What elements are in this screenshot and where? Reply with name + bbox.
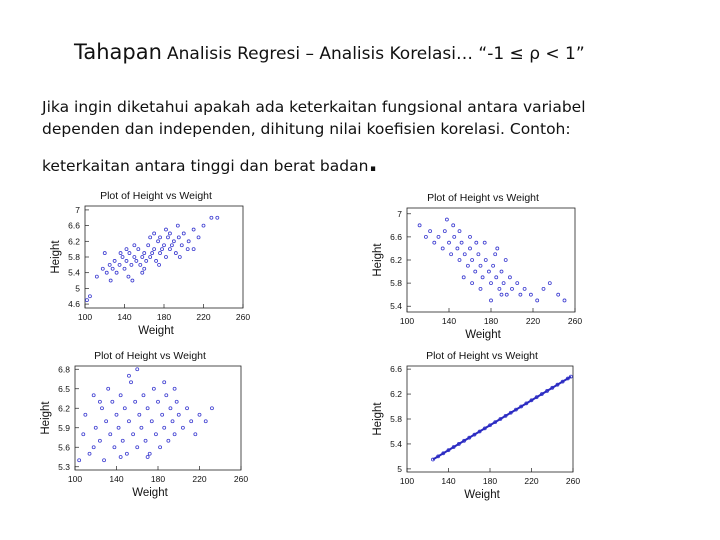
data-point <box>210 216 213 219</box>
plot-positive-correlation-svg <box>40 186 255 340</box>
y-tick-label: 6.2 <box>58 403 70 414</box>
x-axis-label: Weight <box>464 489 500 501</box>
data-point <box>462 276 465 279</box>
y-axis-label: Height <box>372 402 384 436</box>
data-point <box>481 276 484 279</box>
y-tick-label: 5.4 <box>68 267 80 278</box>
data-point <box>109 279 112 282</box>
y-tick-label: 6.6 <box>390 231 402 242</box>
x-tick-label: 220 <box>192 474 207 484</box>
data-point <box>171 420 174 423</box>
data-point <box>140 426 143 429</box>
data-point <box>477 253 480 256</box>
plot-frame <box>407 208 575 312</box>
y-tick-label: 5.3 <box>58 461 70 472</box>
x-tick-label: 220 <box>196 312 211 322</box>
y-tick-label: 4.6 <box>68 299 80 310</box>
data-point <box>130 381 133 384</box>
data-point <box>146 456 149 459</box>
data-point <box>133 244 136 247</box>
x-tick-label: 140 <box>109 474 124 484</box>
data-point <box>475 241 478 244</box>
plot-perfect-correlation <box>370 344 585 506</box>
data-point <box>163 244 166 247</box>
data-point <box>163 426 166 429</box>
data-point <box>159 252 162 255</box>
title-first-word: Tahapan <box>74 40 162 64</box>
y-tick-label: 5 <box>75 283 80 294</box>
data-point <box>119 394 122 397</box>
x-axis-label: Weight <box>465 329 501 341</box>
data-point <box>143 267 146 270</box>
data-point <box>186 407 189 410</box>
data-point <box>153 232 156 235</box>
data-point <box>500 270 503 273</box>
data-point <box>143 252 146 255</box>
data-point <box>127 420 130 423</box>
y-tick-label: 5.8 <box>390 278 402 289</box>
x-tick-label: 140 <box>117 312 132 322</box>
plot-title: Plot of Height vs Weight <box>94 350 206 362</box>
data-point <box>125 452 128 455</box>
data-point <box>138 413 141 416</box>
data-point <box>523 287 526 290</box>
data-point <box>490 299 493 302</box>
y-axis-label: Height <box>40 401 52 435</box>
y-tick-label: 7 <box>397 208 402 219</box>
paragraph-line-3 <box>42 149 682 177</box>
x-tick-label: 100 <box>399 316 415 326</box>
data-point <box>100 407 103 410</box>
y-tick-label: 5.8 <box>68 252 80 262</box>
plot-no-correlation <box>38 344 253 504</box>
data-point <box>157 240 160 243</box>
data-point <box>141 256 144 259</box>
data-point <box>157 400 160 403</box>
data-point <box>136 446 139 449</box>
x-tick-label: 260 <box>235 312 251 322</box>
plot-no-correlation-svg <box>38 344 253 504</box>
plot-negative-correlation-svg <box>372 188 587 341</box>
paragraph-line-3-text: keterkaitan antara tinggi dan berat badan <box>42 157 369 175</box>
paragraph-line-2: dependen dan independen, dihitung nilai koefisien korelasi. Contoh: <box>42 120 571 138</box>
data-point <box>198 413 201 416</box>
data-point <box>88 295 91 298</box>
data-point <box>123 407 126 410</box>
data-point <box>141 271 144 274</box>
data-point <box>498 287 501 290</box>
data-point <box>135 259 138 262</box>
data-point <box>153 248 156 251</box>
data-point <box>178 256 181 259</box>
data-point <box>563 299 566 302</box>
plot-frame <box>407 366 573 472</box>
data-point <box>103 252 106 255</box>
data-point <box>161 413 164 416</box>
y-tick-label: 5.4 <box>390 438 402 449</box>
data-point <box>542 287 545 290</box>
data-point <box>150 420 153 423</box>
data-point <box>484 259 487 262</box>
data-point <box>441 247 444 250</box>
data-point <box>121 256 124 259</box>
data-point <box>433 241 436 244</box>
data-point <box>82 433 85 436</box>
data-point <box>169 407 172 410</box>
data-point <box>125 259 128 262</box>
y-tick-label: 7 <box>75 204 80 215</box>
data-point <box>105 420 108 423</box>
plot-frame <box>85 206 243 308</box>
data-point <box>460 241 463 244</box>
data-point <box>78 459 81 462</box>
x-axis-label: Weight <box>132 487 168 499</box>
data-point <box>445 218 448 221</box>
data-point <box>152 387 155 390</box>
data-point <box>131 279 134 282</box>
data-point <box>176 224 179 227</box>
plot-negative-correlation <box>372 188 587 341</box>
y-tick-label: 6.6 <box>390 364 402 375</box>
data-point <box>167 439 170 442</box>
data-point <box>159 446 162 449</box>
data-point <box>494 253 497 256</box>
y-tick-label: 5.8 <box>390 414 402 424</box>
data-point <box>177 236 180 239</box>
data-point <box>204 420 207 423</box>
data-point <box>164 256 167 259</box>
data-point <box>174 252 177 255</box>
data-point <box>471 259 474 262</box>
data-point <box>458 230 461 233</box>
data-point <box>557 293 560 296</box>
data-point <box>168 232 171 235</box>
data-point <box>474 270 477 273</box>
x-tick-label: 100 <box>77 312 93 322</box>
data-point <box>453 235 456 238</box>
data-point <box>98 439 101 442</box>
data-point <box>466 264 469 267</box>
data-point <box>424 235 427 238</box>
y-tick-label: 5.4 <box>390 301 402 312</box>
data-point <box>109 433 112 436</box>
y-tick-label: 6.8 <box>58 364 70 375</box>
data-point <box>192 228 195 231</box>
data-point <box>147 244 150 247</box>
data-point <box>516 282 519 285</box>
x-tick-label: 140 <box>441 316 457 326</box>
x-tick-label: 260 <box>567 316 583 326</box>
data-point <box>132 433 135 436</box>
data-point <box>469 247 472 250</box>
x-tick-label: 260 <box>233 474 249 484</box>
data-point <box>149 256 152 259</box>
data-point <box>458 259 461 262</box>
data-point <box>500 293 503 296</box>
data-point <box>128 252 131 255</box>
x-tick-label: 180 <box>150 474 166 484</box>
data-point <box>139 263 142 266</box>
x-tick-label: 220 <box>525 316 541 326</box>
data-point <box>101 267 104 270</box>
data-point <box>175 400 178 403</box>
data-point <box>186 248 189 251</box>
data-point <box>487 270 490 273</box>
data-point <box>172 240 175 243</box>
data-point <box>190 420 193 423</box>
data-point <box>142 394 145 397</box>
data-point <box>216 216 219 219</box>
data-point <box>130 263 133 266</box>
data-point <box>511 287 514 290</box>
data-point <box>456 247 459 250</box>
y-tick-label: 6.2 <box>390 389 402 400</box>
data-point <box>159 236 162 239</box>
data-point <box>154 433 157 436</box>
data-point <box>118 263 121 266</box>
x-axis-label: Weight <box>138 325 174 337</box>
data-point <box>492 264 495 267</box>
x-tick-label: 100 <box>67 474 83 484</box>
data-point <box>136 368 139 371</box>
data-point <box>182 232 185 235</box>
data-point <box>149 236 152 239</box>
data-point <box>519 293 522 296</box>
data-point <box>144 439 147 442</box>
y-tick-label: 6.5 <box>58 383 70 394</box>
data-point <box>88 452 91 455</box>
data-point <box>496 247 499 250</box>
data-point <box>177 413 180 416</box>
data-point <box>137 248 140 251</box>
plot-title: Plot of Height vs Weight <box>100 190 212 202</box>
data-point <box>95 275 98 278</box>
y-tick-label: 6.6 <box>68 220 80 231</box>
x-tick-label: 140 <box>441 476 456 486</box>
data-point <box>166 236 169 239</box>
data-point <box>443 230 446 233</box>
data-point <box>168 248 171 251</box>
data-point <box>119 456 122 459</box>
data-point <box>471 282 474 285</box>
data-point <box>495 276 498 279</box>
x-tick-label: 100 <box>399 476 415 486</box>
data-point <box>210 407 213 410</box>
data-point <box>418 224 421 227</box>
data-point <box>158 263 161 266</box>
data-point <box>113 446 116 449</box>
plot-frame <box>75 366 241 470</box>
plot-perfect-correlation-svg <box>370 344 585 506</box>
data-point <box>508 276 511 279</box>
data-point <box>92 394 95 397</box>
fit-line <box>433 377 571 460</box>
data-point <box>202 224 205 227</box>
data-point <box>448 241 451 244</box>
data-point <box>170 244 173 247</box>
data-point <box>536 299 539 302</box>
data-point <box>151 252 154 255</box>
data-point <box>469 235 472 238</box>
data-point <box>115 413 118 416</box>
data-point <box>490 282 493 285</box>
data-point <box>92 446 95 449</box>
data-point <box>180 244 183 247</box>
paragraph-line-1: Jika ingin diketahui apakah ada keterkaitan fungsional antara variabel <box>42 98 586 116</box>
data-point <box>502 282 505 285</box>
y-axis-label: Height <box>50 240 62 274</box>
data-point <box>105 271 108 274</box>
plot-title: Plot of Height vs Weight <box>427 192 539 204</box>
data-point <box>529 293 532 296</box>
data-point <box>437 235 440 238</box>
slide-title <box>74 40 585 64</box>
data-point <box>483 241 486 244</box>
y-tick-label: 5.6 <box>58 442 70 453</box>
data-point <box>125 248 128 251</box>
title-rest: Analisis Regresi – Analisis Korelasi… “-1 ≤ ρ < 1” <box>167 44 585 64</box>
data-point <box>429 230 432 233</box>
data-point <box>113 259 116 262</box>
data-point <box>117 426 120 429</box>
data-point <box>148 452 151 455</box>
plot-title: Plot of Height vs Weight <box>426 350 538 362</box>
data-point <box>115 271 118 274</box>
data-point <box>450 253 453 256</box>
x-tick-label: 180 <box>482 476 498 486</box>
paragraph-line-3-period: . <box>368 149 378 177</box>
y-tick-label: 5.9 <box>58 422 70 433</box>
data-point <box>98 400 101 403</box>
data-point <box>164 228 167 231</box>
data-point <box>145 259 148 262</box>
data-point <box>146 407 149 410</box>
data-point <box>165 394 168 397</box>
data-point <box>108 263 111 266</box>
data-point <box>173 387 176 390</box>
data-point <box>181 426 184 429</box>
data-point <box>194 433 197 436</box>
data-point <box>84 413 87 416</box>
data-point <box>103 459 106 462</box>
data-point <box>107 387 110 390</box>
data-point <box>127 275 130 278</box>
data-point <box>134 400 137 403</box>
data-point <box>192 248 195 251</box>
data-point <box>504 259 507 262</box>
y-tick-label: 6.2 <box>68 236 80 247</box>
data-point <box>505 293 508 296</box>
x-tick-label: 220 <box>524 476 539 486</box>
x-tick-label: 180 <box>483 316 499 326</box>
data-point <box>452 224 455 227</box>
data-point <box>133 256 136 259</box>
data-point <box>173 433 176 436</box>
data-point <box>127 374 130 377</box>
data-point <box>121 439 124 442</box>
data-point <box>463 253 466 256</box>
data-point <box>111 400 114 403</box>
y-tick-label: 6.2 <box>390 255 402 265</box>
data-point <box>548 282 551 285</box>
data-point <box>479 287 482 290</box>
x-tick-label: 260 <box>565 476 581 486</box>
y-tick-label: 5 <box>397 463 402 474</box>
data-point <box>479 264 482 267</box>
data-point <box>187 240 190 243</box>
data-point <box>111 267 114 270</box>
data-point <box>163 381 166 384</box>
y-axis-label: Height <box>372 243 384 277</box>
data-point <box>123 267 126 270</box>
data-point <box>119 252 122 255</box>
data-point <box>155 259 158 262</box>
data-point <box>85 299 88 302</box>
data-point <box>94 426 97 429</box>
x-tick-label: 180 <box>156 312 172 322</box>
data-point <box>197 236 200 239</box>
data-point <box>161 248 164 251</box>
plot-positive-correlation <box>40 186 255 340</box>
